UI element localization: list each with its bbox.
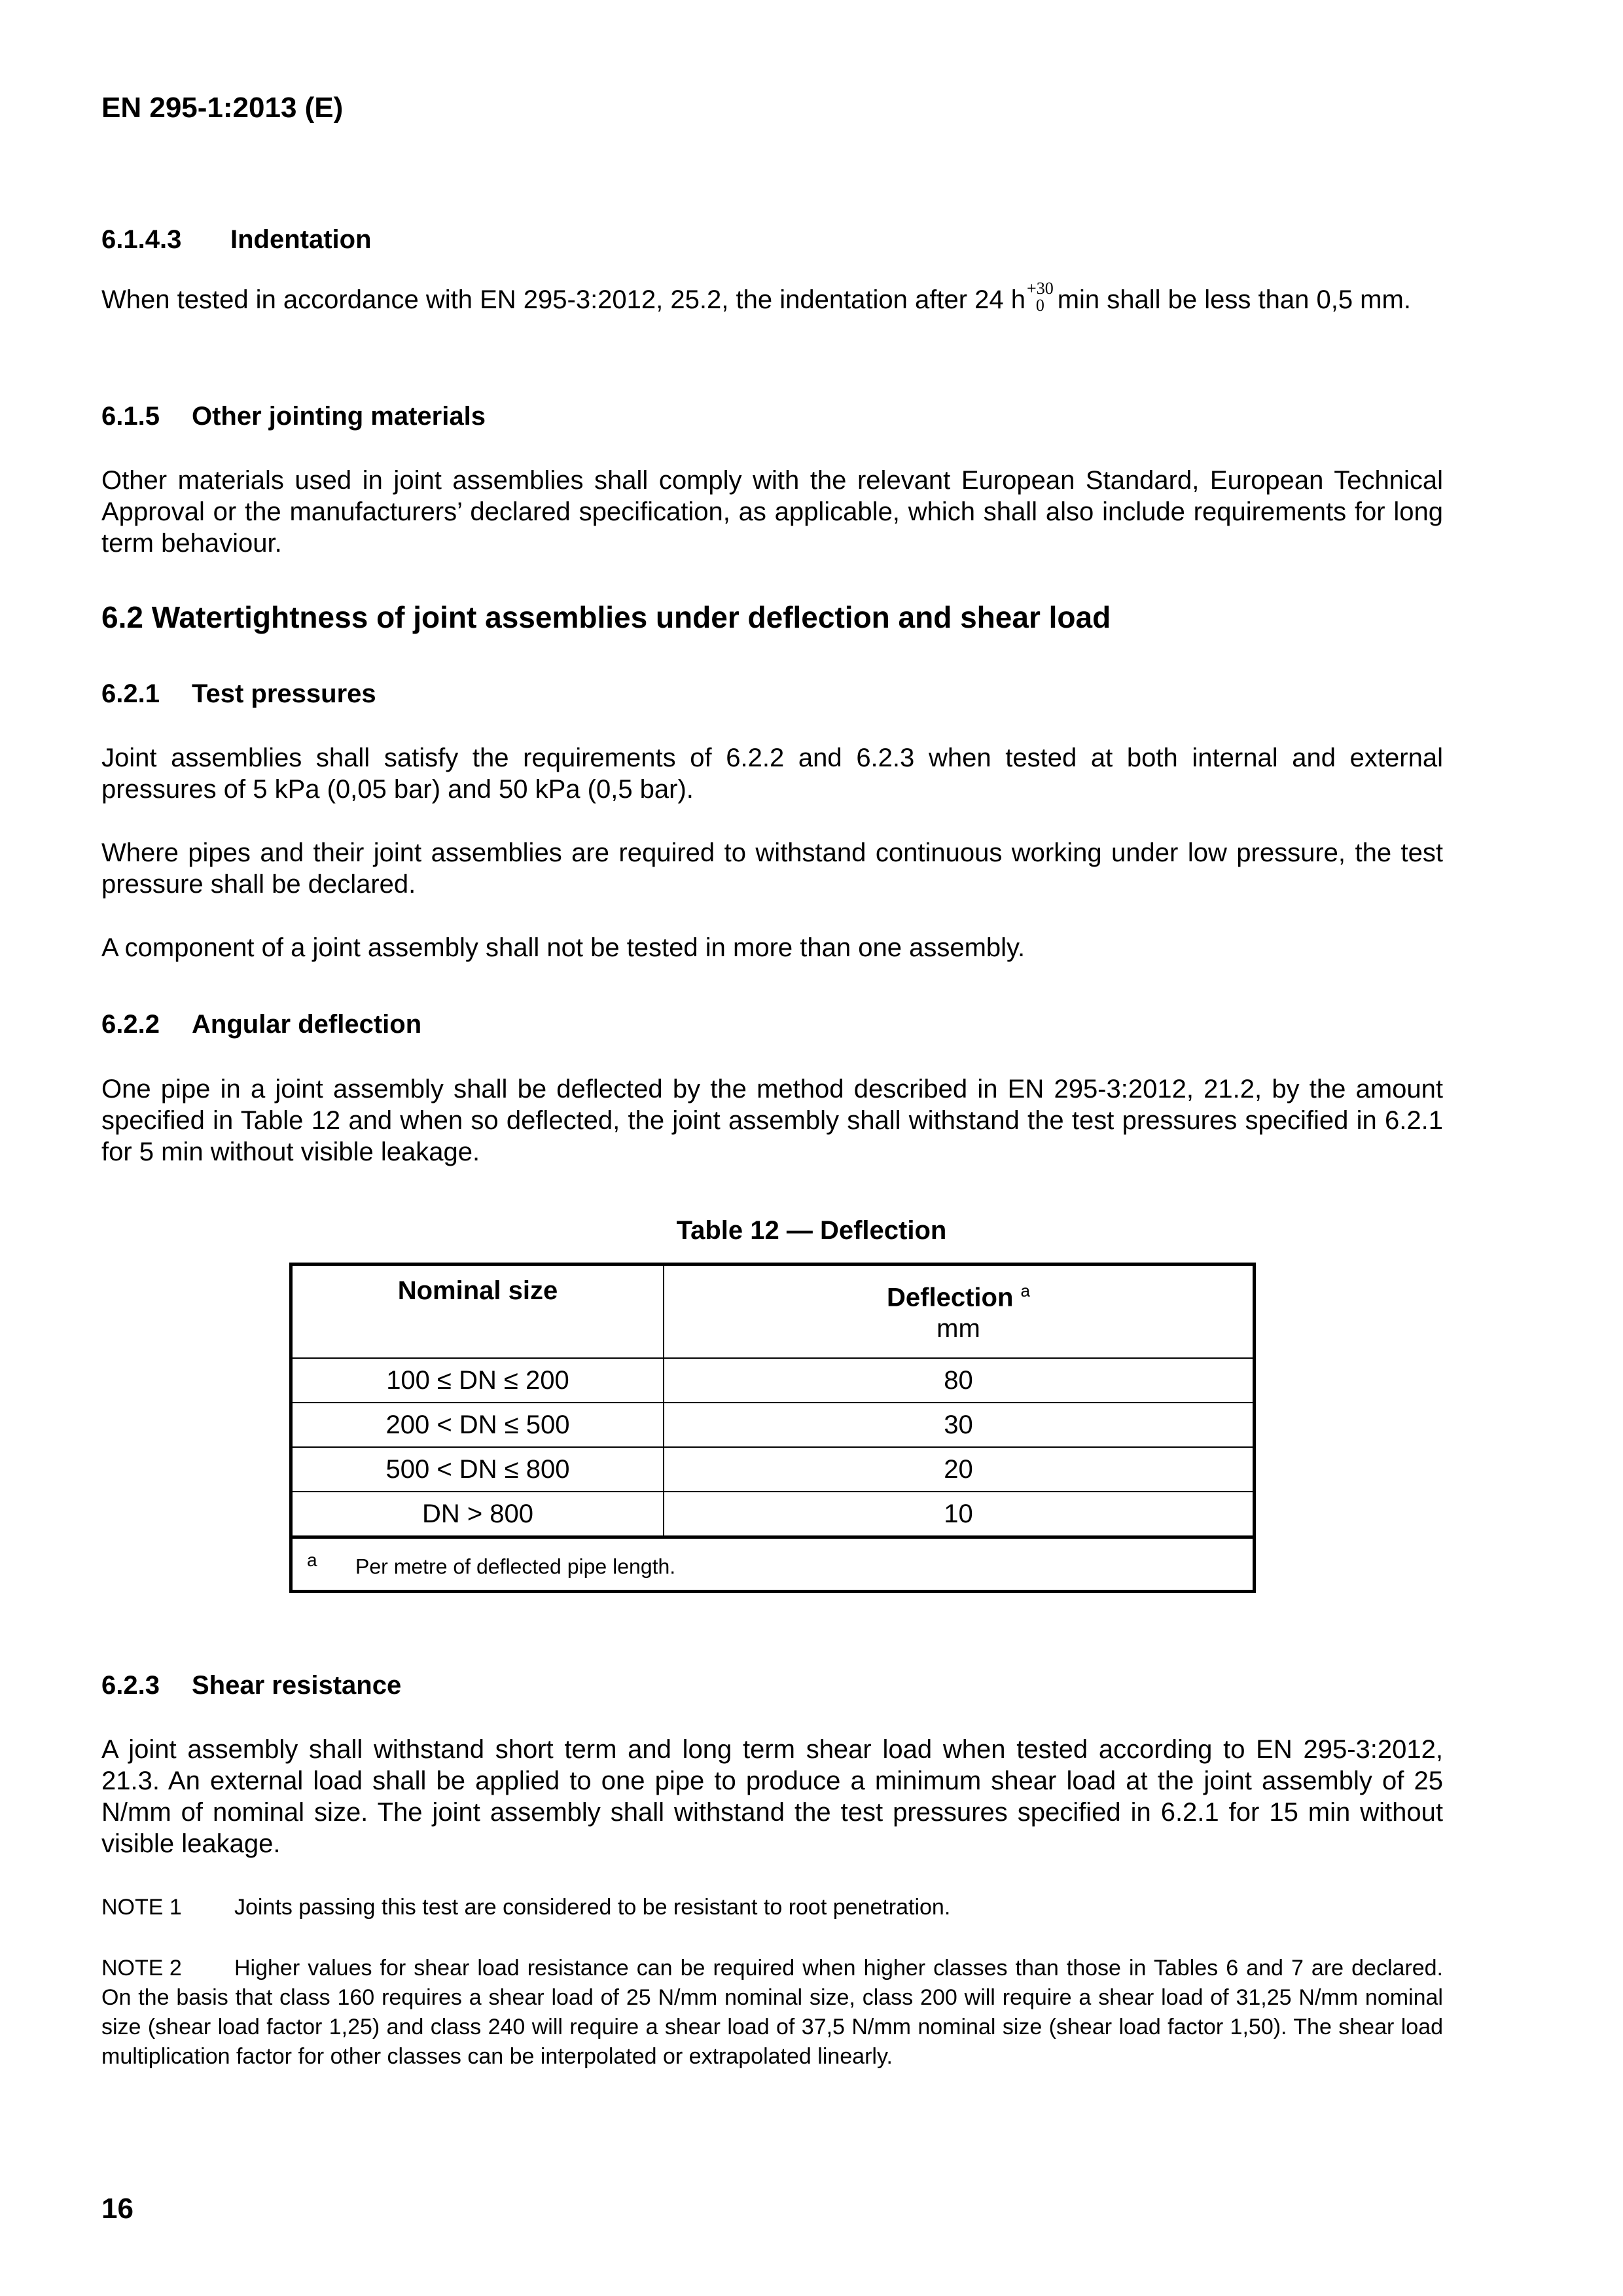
test-pressures-paragraph-2: Where pipes and their joint assemblies are required to withstand continuous working under low pressure, the test pressure shall be declared. xyxy=(101,838,1443,899)
cell-deflection: 80 xyxy=(664,1358,1255,1403)
tolerance-upper: +30 xyxy=(1027,279,1054,298)
shear-resistance-paragraph: A joint assembly shall withstand short term and long term shear load when tested according to EN 295-3:2012, 21.3. An external load shall be applied to one pipe to produce a minimum shear load at the joint assembly of 25 N/mm of nominal size. The joint assembly shall withstand the test pressures specified in 6.2.1 for 15 min without visible leakage. xyxy=(101,1735,1443,1858)
section-number: 6.1.5 xyxy=(101,402,160,431)
test-pressures-paragraph-1: Joint assemblies shall satisfy the requirements of 6.2.2 and 6.2.3 when tested at both internal and external pressures of 5 kPa (0,05 bar) and 50 kPa (0,5 bar). xyxy=(101,744,1443,804)
section-title: Angular deflection xyxy=(192,1010,422,1039)
test-pressures-paragraph-3: A component of a joint assembly shall not be tested in more than one assembly. xyxy=(101,933,1026,962)
page-number: 16 xyxy=(101,2193,134,2225)
table-footnote-row xyxy=(291,1537,1255,1592)
section-number: 6.1.4.3 xyxy=(101,225,182,254)
cell-nominal-size: 500 < DN ≤ 800 xyxy=(291,1447,664,1492)
note-text: Higher values for shear load resistance can be required when higher classes than those in Tables 6 and 7 are declared. On the basis that class 160 requires a shear load of 25 N/mm nominal size, class 200 will require a shear load of 31,25 N/mm nominal size (shear load factor 1,25) and class 240 will require a shear load of 37,5 N/mm nominal size (shear load factor 1,50). The shear load multiplication factor for other classes can be interpolated or extrapolated linearly. xyxy=(101,1956,1443,2069)
section-heading-6-2-2 xyxy=(101,1010,421,1039)
section-heading-6-2-3 xyxy=(101,1671,401,1700)
cell-deflection: 30 xyxy=(664,1403,1255,1447)
footnote-marker: a xyxy=(1020,1281,1030,1300)
tolerance-lower: 0 xyxy=(1035,296,1044,315)
cell-nominal-size: DN > 800 xyxy=(291,1492,664,1537)
cell-nominal-size: 200 < DN ≤ 500 xyxy=(291,1403,664,1447)
note-1 xyxy=(101,1893,1443,1922)
angular-deflection-paragraph: One pipe in a joint assembly shall be deflected by the method described in EN 295-3:2012, 21.2, by the amount specified in Table 12 and when so deflected, the joint assembly shall withstand the test pressures specified in 6.2.1 for 5 min without visible leakage. xyxy=(101,1075,1443,1166)
indentation-text-after: min shall be less than 0,5 mm. xyxy=(1057,285,1411,314)
section-title: Indentation xyxy=(230,225,372,254)
section-heading-6-2: 6.2 Watertightness of joint assemblies under deflection and shear load xyxy=(101,600,1111,634)
table-row xyxy=(291,1492,1255,1537)
deflection-unit: mm xyxy=(936,1314,980,1344)
column-header-deflection xyxy=(664,1265,1255,1359)
cell-deflection: 20 xyxy=(664,1447,1255,1492)
footnote-mark: a xyxy=(307,1549,317,1570)
note-text: Joints passing this test are considered to be resistant to root penetration. xyxy=(234,1895,951,1920)
section-heading-6-1-4-3 xyxy=(101,225,372,255)
document-header: EN 295-1:2013 (E) xyxy=(101,92,344,124)
note-label: NOTE 2 xyxy=(101,1956,182,1981)
indentation-paragraph xyxy=(101,281,1443,318)
section-heading-6-2-1 xyxy=(101,679,376,709)
table-row xyxy=(291,1447,1255,1492)
table-header-row xyxy=(291,1265,1255,1359)
table-footnote xyxy=(291,1537,1255,1592)
table-caption: Table 12 — Deflection xyxy=(676,1216,947,1245)
other-jointing-paragraph: Other materials used in joint assemblies shall comply with the relevant European Standard, European Technical Approval or the manufacturers’ declared specification, as applicable, which shall also include requirements for long term behaviour. xyxy=(101,466,1443,558)
indentation-text-before: When tested in accordance with EN 295-3:2012, 25.2, the indentation after 24 h xyxy=(101,285,1026,314)
note-2 xyxy=(101,1954,1443,2072)
deflection-table xyxy=(289,1263,1256,1593)
section-number: 6.2.1 xyxy=(101,679,160,708)
column-header-nominal-size: Nominal size xyxy=(291,1265,664,1359)
section-title: Shear resistance xyxy=(192,1671,402,1700)
section-heading-6-1-5 xyxy=(101,402,486,431)
footnote-text: Per metre of deflected pipe length. xyxy=(355,1554,676,1579)
section-number: 6.2.2 xyxy=(101,1010,160,1039)
note-label: NOTE 1 xyxy=(101,1895,182,1920)
section-title: Test pressures xyxy=(192,679,376,708)
section-number: 6.2.3 xyxy=(101,1671,160,1700)
table-row xyxy=(291,1403,1255,1447)
deflection-label: Deflection xyxy=(887,1283,1014,1312)
table-row xyxy=(291,1358,1255,1403)
cell-nominal-size: 100 ≤ DN ≤ 200 xyxy=(291,1358,664,1403)
tolerance-stack xyxy=(1027,280,1054,314)
section-title: Other jointing materials xyxy=(192,402,486,431)
cell-deflection: 10 xyxy=(664,1492,1255,1537)
